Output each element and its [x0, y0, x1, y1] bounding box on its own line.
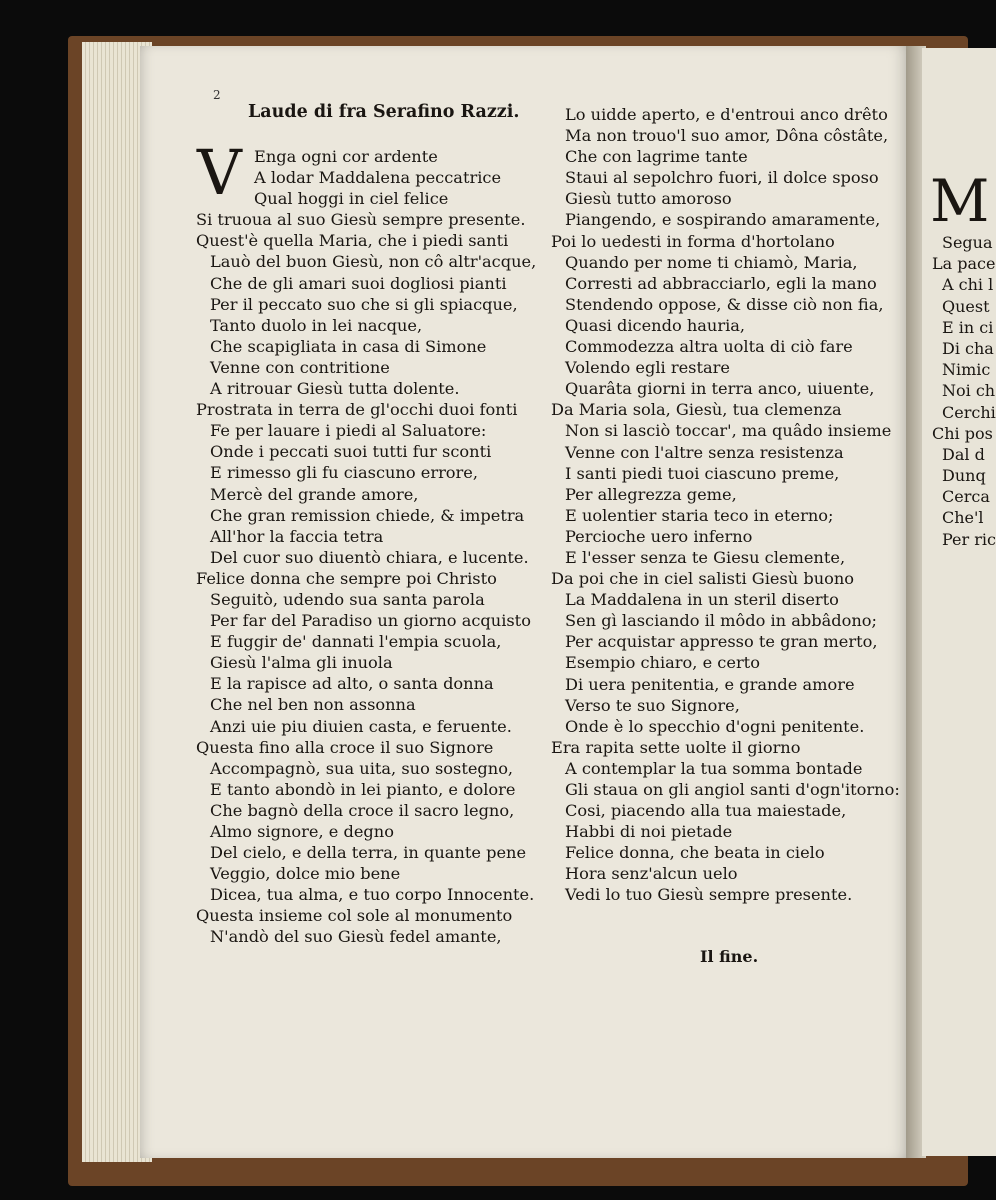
verse-line: Per acquistar appresso te gran merto, — [565, 632, 878, 652]
verse-line: Commodezza altra uolta di ciò fare — [565, 337, 853, 357]
right-column — [551, 104, 900, 906]
facing-line: A chi l — [942, 275, 994, 295]
verse-line: Verso te suo Signore, — [565, 695, 740, 715]
page-title: Laude di fra Serafino Razzi. — [248, 102, 520, 122]
verse-line: Hora senz'alcun uelo — [565, 864, 738, 884]
verse-line: Dicea, tua alma, e tuo corpo Innocente. — [210, 885, 535, 905]
verse-line: Fe per lauare i piedi al Saluatore: — [210, 421, 487, 441]
verse-line: Sen gì lasciando il môdo in abbâdono; — [565, 611, 877, 631]
verse-line: Che nel ben non assonna — [210, 695, 416, 715]
verse-line: E tanto abondò in lei pianto, e dolore — [210, 779, 516, 799]
facing-line: Che'l — [942, 508, 984, 528]
facing-line: Nimic — [942, 360, 991, 380]
verse-line: A lodar Maddalena peccatrice — [254, 168, 502, 188]
facing-line: Segua — [942, 233, 993, 252]
verse-line: N'andò del suo Giesù fedel amante, — [210, 927, 502, 947]
verse-line: Da poi che in ciel salisti Giesù buono — [551, 569, 855, 589]
verse-line: Che scapigliata in casa di Simone — [210, 336, 487, 356]
verse-line: E l'esser senza te Giesu clemente, — [565, 547, 846, 567]
verse-line: E uolentier staria teco in eterno; — [565, 505, 834, 525]
verse-line: A contemplar la tua somma bontade — [565, 758, 863, 778]
facing-line: Dal d — [942, 444, 985, 464]
verse-line: Quando per nome ti chiamò, Maria, — [565, 252, 858, 272]
verse-line: Venne con contritione — [210, 357, 390, 377]
verse-line: E rimesso gli fu ciascuno errore, — [210, 463, 479, 483]
verse-line: Per il peccato suo che si gli spiacque, — [210, 294, 518, 314]
verse-line: Corresti ad abbracciarlo, egli la mano — [565, 273, 877, 293]
verse-line: Che bagnò della croce il sacro legno, — [210, 800, 515, 820]
verse-line: Per far del Paradiso un giorno acquisto — [210, 611, 531, 631]
verse-line: Vedi lo tuo Giesù sempre presente. — [565, 885, 853, 905]
facing-line: Chi pos — [932, 423, 993, 443]
verse-line: Seguitò, udendo sua santa parola — [210, 589, 485, 609]
verse-line: Del cuor suo diuentò chiara, e lucente. — [210, 547, 529, 567]
verse-line: Gli staua on gli angiol santi d'ogn'itorno: — [565, 780, 900, 799]
verse-line: Staui al sepolchro fuori, il dolce sposo — [565, 168, 879, 188]
verse-line: Lauò del buon Giesù, non cô altr'acque, — [210, 252, 537, 272]
facing-line: Dunq — [942, 466, 986, 486]
verse-line: Lo uidde aperto, e d'entroui anco drêto — [565, 105, 888, 124]
verse-line: Habbi di noi pietade — [565, 822, 733, 842]
verse-line: Per allegrezza geme, — [565, 484, 737, 504]
verse-line: Poi lo uedesti in forma d'hortolano — [551, 231, 835, 251]
verse-line: Quarâta giorni in terra anco, uiuente, — [565, 379, 875, 399]
verse-line: Quest'è quella Maria, che i piedi santi — [196, 231, 509, 251]
facing-drop-cap: M — [930, 167, 990, 235]
verse-line: I santi piedi tuoi ciascuno preme, — [565, 463, 840, 483]
verse-line: Mercè del grande amore, — [210, 484, 419, 504]
verse-line: La Maddalena in un steril diserto — [565, 590, 839, 610]
verse-line: Quasi dicendo hauria, — [565, 315, 746, 335]
facing-line: La pace — [932, 254, 996, 274]
verse-line: Del cielo, e della terra, in quante pene — [210, 843, 527, 863]
verse-line: Volendo egli restare — [565, 358, 730, 378]
facing-line: Quest — [942, 296, 990, 316]
verse-line: Qual hoggi in ciel felice — [254, 189, 449, 209]
verse-line: Che gran remission chiede, & impetra — [210, 505, 525, 525]
verse-line: Enga ogni cor ardente — [254, 147, 438, 166]
facing-line: Cerca — [942, 487, 990, 507]
verse-line: Questa fino alla croce il suo Signore — [196, 737, 494, 757]
verse-line: Cosi, piacendo alla tua maiestade, — [565, 801, 847, 821]
verse-line: Ma non trouo'l suo amor, Dôna côstâte, — [565, 126, 889, 146]
verse-line: E la rapisce ad alto, o santa donna — [210, 674, 494, 694]
verse-line: Questa insieme col sole al monumento — [196, 906, 513, 926]
finis-label: Il fine. — [700, 947, 759, 966]
verse-line: Era rapita sette uolte il giorno — [551, 737, 801, 757]
verse-line: Giesù tutto amoroso — [565, 189, 732, 209]
facing-line: E in ci — [942, 317, 994, 337]
facing-line: Noi ch — [942, 381, 996, 401]
signature-mark: 2 — [213, 88, 221, 102]
verse-line: All'hor la faccia tetra — [210, 526, 384, 546]
verse-line: Stendendo oppose, & disse ciò non fia, — [565, 294, 884, 314]
left-column — [196, 146, 536, 948]
verse-line: Tanto duolo in lei nacque, — [210, 315, 423, 335]
verse-line: Non si lasciò toccar', ma quâdo insieme — [565, 421, 892, 441]
verse-line: A ritrouar Giesù tutta dolente. — [210, 379, 460, 399]
verse-line: Che con lagrime tante — [565, 147, 748, 167]
verse-line: Si truoua al suo Giesù sempre presente. — [196, 210, 526, 230]
verse-line: Almo signore, e degno — [210, 822, 394, 841]
verse-line: Giesù l'alma gli inuola — [210, 653, 393, 673]
verse-line: Esempio chiaro, e certo — [565, 653, 760, 673]
verse-line: Anzi uie piu diuien casta, e feruente. — [210, 716, 512, 736]
verse-line: E fuggir de' dannati l'empia scuola, — [210, 632, 502, 652]
facing-line: Di cha — [942, 338, 994, 358]
verse-line: Accompagnò, sua uita, suo sostegno, — [210, 758, 514, 778]
verse-line: Onde è lo specchio d'ogni penitente. — [565, 716, 865, 736]
verse-line: Di uera penitentia, e grande amore — [565, 674, 855, 694]
verse-line: Onde i peccati suoi tutti fur sconti — [210, 442, 492, 462]
verse-line: Venne con l'altre senza resistenza — [565, 442, 844, 462]
facing-line: Per ric — [942, 529, 996, 549]
verse-line: Felice donna che sempre poi Christo — [196, 568, 497, 588]
verse-line: Prostrata in terra de gl'occhi duoi fonti — [196, 400, 518, 420]
drop-cap: V — [197, 136, 242, 209]
facing-column — [932, 232, 996, 550]
verse-line: Che de gli amari suoi dogliosi pianti — [210, 273, 507, 293]
verse-line: Piangendo, e sospirando amaramente, — [565, 210, 881, 230]
verse-line: Percioche uero inferno — [565, 526, 753, 546]
verse-line: Da Maria sola, Giesù, tua clemenza — [551, 400, 842, 420]
verse-line: Felice donna, che beata in cielo — [565, 843, 825, 863]
facing-line: Cerchi — [942, 402, 996, 422]
verse-line: Veggio, dolce mio bene — [210, 864, 401, 884]
